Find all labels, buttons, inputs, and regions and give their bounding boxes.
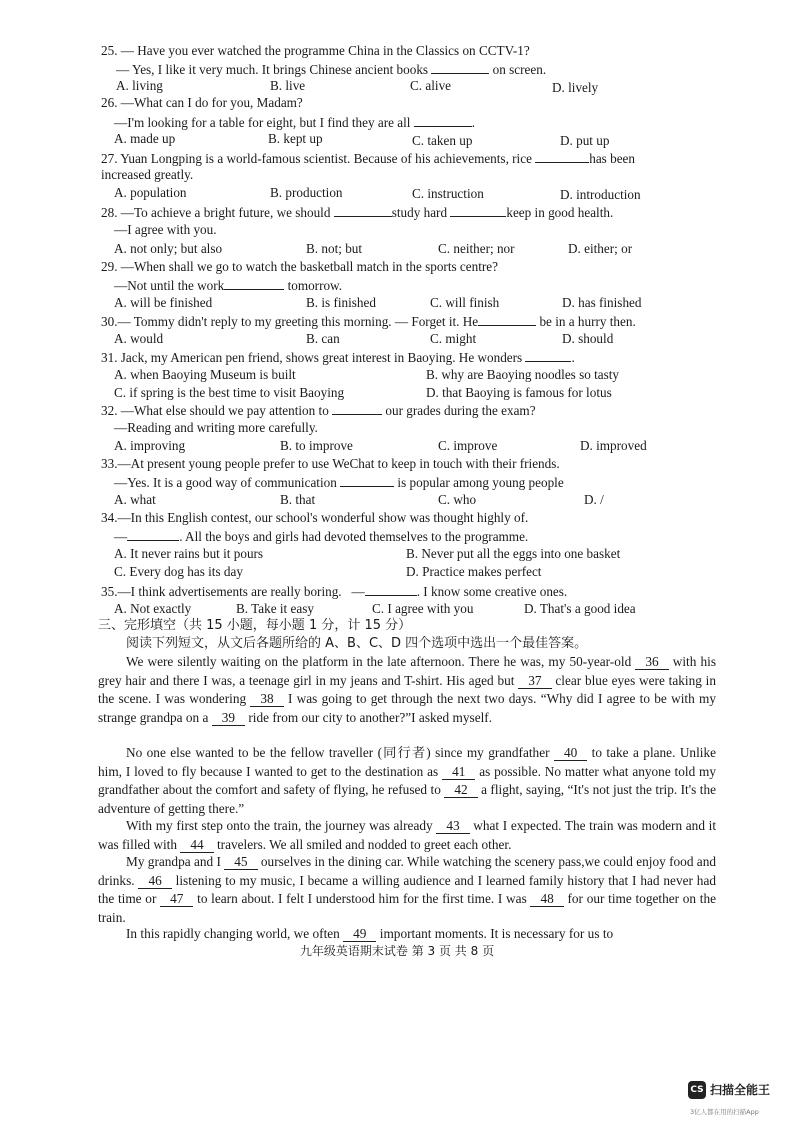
section-title: 三、完形填空（共 15 小题，每小题 1 分，计 15 分）: [98, 618, 412, 633]
q26-option-b: B. kept up: [268, 131, 323, 146]
q32-stem: 32. —What else should we pay attention to our grades during the exam?: [101, 403, 536, 418]
q27-option-d: D. introduction: [560, 187, 641, 202]
q28-reply: —I agree with you.: [114, 222, 217, 237]
passage-paragraph-4: My grandpa and I 45 ourselves in the dining car. While watching the scenery pass,we could enjoy food and drinks. 46 listening to my music, I became a willing audience and I learned family history that I had never had the time or 47 to learn about. I felt I understood him for the first time. I was 48 for our time together on the train.: [98, 854, 717, 925]
q32-option-b: B. to improve: [280, 438, 353, 453]
camscanner-logo-icon: CS: [688, 1081, 706, 1099]
q29-option-c: C. will finish: [430, 295, 500, 310]
q33-option-b: B. that: [280, 492, 316, 507]
q30-option-c: C. might: [430, 331, 477, 346]
passage-paragraph-1: We were silently waiting on the platform in the late afternoon. There he was, my 50-year-old 36 with his grey hair and there I was, a teenage girl in my jeans and T-shirt. His aged but 37 clear blue eyes were taking in the scene. I was wondering 38 I was going to get through the next two days. “Why did I agree to be with my strange grandpa on a 39 ride from our city to another?”I asked myself.: [98, 654, 717, 725]
q33-stem: 33.—At present young people prefer to use WeChat to keep in touch with their friends.: [101, 456, 560, 471]
q33-reply: —Yes. It is a good way of communication is popular among young people: [114, 475, 564, 490]
section-instruction: 阅读下列短文，从文后各题所给的 A、B、C、D 四个选项中选出一个最佳答案。: [126, 636, 588, 651]
page-footer: 九年级英语期末试卷 第 3 页 共 8 页: [299, 944, 495, 958]
answer-blank[interactable]: [450, 203, 506, 217]
q29-option-d: D. has finished: [562, 295, 642, 310]
q31-stem: 31. Jack, my American pen friend, shows great interest in Baoying. He wonders .: [101, 350, 575, 365]
blank-42[interactable]: 42: [444, 782, 477, 798]
q32-option-c: C. improve: [438, 438, 498, 453]
blank-44[interactable]: 44: [180, 837, 213, 853]
answer-blank[interactable]: [525, 348, 571, 362]
q29-reply: —Not until the work tomorrow.: [114, 278, 343, 293]
q27-option-b: B. production: [270, 185, 343, 200]
q31-option-c: C. if spring is the best time to visit Baoying: [114, 385, 345, 400]
answer-blank[interactable]: [431, 60, 489, 74]
answer-blank[interactable]: [478, 312, 536, 326]
blank-43[interactable]: 43: [436, 818, 469, 834]
q32-reply: —Reading and writing more carefully.: [114, 420, 318, 435]
blank-40[interactable]: 40: [554, 745, 587, 761]
q34-option-a: A. It never rains but it pours: [114, 546, 264, 561]
passage-paragraph-2: No one else wanted to be the fellow traveller (同行者) since my grandfather 40 to take a plane. Unlike him, I loved to fly because I wanted to get to the destination as 41 as possible. No matter what anyone told my grandfather about the comfort and safety of flying, he refused to 42 a flight, saying, “It's not just the trip. It's the adventure of getting there.”: [98, 745, 717, 816]
answer-blank[interactable]: [340, 473, 394, 487]
q28-option-c: C. neither; nor: [438, 241, 515, 256]
q28-option-a: A. not only; but also: [114, 241, 223, 256]
q29-option-b: B. is finished: [306, 295, 376, 310]
answer-blank[interactable]: [535, 149, 589, 163]
q32-option-d: D. improved: [580, 438, 647, 453]
q34-option-d: D. Practice makes perfect: [406, 564, 542, 579]
q35-option-b: B. Take it easy: [236, 601, 314, 616]
q26-option-d: D. put up: [560, 133, 610, 148]
blank-37[interactable]: 37: [518, 673, 551, 689]
q25-option-d: D. lively: [552, 80, 599, 95]
q32-option-a: A. improving: [114, 438, 186, 453]
answer-blank[interactable]: [334, 203, 392, 217]
q30-stem: 30.— Tommy didn't reply to my greeting this morning. — Forget it. He be in a hurry then.: [101, 314, 636, 329]
blank-48[interactable]: 48: [530, 891, 563, 907]
blank-41[interactable]: 41: [442, 764, 475, 780]
blank-46[interactable]: 46: [138, 873, 171, 889]
q27-stem-cont: increased greatly.: [101, 167, 194, 182]
answer-blank[interactable]: [224, 276, 284, 290]
passage-paragraph-3: With my first step onto the train, the journey was already 43 what I expected. The train was modern and it was filled with 44 travelers. We all smiled and nodded to greet each other.: [98, 818, 717, 852]
q25-reply: — Yes, I like it very much. It brings Chinese ancient books on screen.: [116, 62, 547, 77]
q31-option-d: D. that Baoying is famous for lotus: [426, 385, 612, 400]
q27-option-c: C. instruction: [412, 186, 484, 201]
q35-stem: 35.—I think advertisements are really boring. — . I know some creative ones.: [101, 584, 568, 599]
q26-reply: —I'm looking for a table for eight, but I find they are all .: [114, 115, 476, 130]
q30-option-d: D. should: [562, 331, 614, 346]
q27-option-a: A. population: [114, 185, 187, 200]
blank-49[interactable]: 49: [343, 926, 376, 942]
q34-stem: 34.—In this English contest, our school's wonderful show was thought highly of.: [101, 510, 529, 525]
answer-blank[interactable]: [332, 401, 382, 415]
q28-option-b: B. not; but: [306, 241, 363, 256]
answer-blank[interactable]: [365, 582, 417, 596]
passage-paragraph-5: In this rapidly changing world, we often 49 important moments. It is necessary for us to: [126, 926, 614, 941]
q25-stem: 25. — Have you ever watched the programme China in the Classics on CCTV-1?: [101, 43, 530, 58]
q25-option-c: C. alive: [410, 78, 452, 93]
q26-option-c: C. taken up: [412, 133, 473, 148]
q26-option-a: A. made up: [114, 131, 176, 146]
brand-tagline: 3亿人都在用的扫描App: [690, 1108, 759, 1116]
q34-reply: — . All the boys and girls had devoted themselves to the programme.: [114, 529, 529, 544]
blank-45[interactable]: 45: [224, 854, 257, 870]
q30-option-a: A. would: [114, 331, 164, 346]
q34-option-c: C. Every dog has its day: [114, 564, 243, 579]
brand-name: 扫描全能王: [710, 1083, 771, 1097]
blank-38[interactable]: 38: [250, 691, 283, 707]
q35-option-a: A. Not exactly: [114, 601, 192, 616]
q35-option-d: D. That's a good idea: [524, 601, 636, 616]
q28-stem: 28. —To achieve a bright future, we should study hard keep in good health.: [101, 205, 614, 220]
q27-stem: 27. Yuan Longping is a world-famous scientist. Because of his achievements, rice has been: [101, 151, 636, 166]
answer-blank[interactable]: [127, 527, 179, 541]
q31-option-a: A. when Baoying Museum is built: [114, 367, 296, 382]
q33-option-a: A. what: [114, 492, 156, 507]
q34-option-b: B. Never put all the eggs into one basket: [406, 546, 621, 561]
q25-option-a: A. living: [116, 78, 163, 93]
q29-stem: 29. —When shall we go to watch the basketball match in the sports centre?: [101, 259, 498, 274]
q33-option-d: D. /: [584, 492, 604, 507]
q29-option-a: A. will be finished: [114, 295, 213, 310]
q25-option-b: B. live: [270, 78, 306, 93]
blank-47[interactable]: 47: [160, 891, 193, 907]
q33-option-c: C. who: [438, 492, 477, 507]
q30-option-b: B. can: [306, 331, 340, 346]
answer-blank[interactable]: [414, 113, 472, 127]
blank-36[interactable]: 36: [635, 654, 668, 670]
q31-option-b: B. why are Baoying noodles so tasty: [426, 367, 620, 382]
q35-option-c: C. I agree with you: [372, 601, 474, 616]
q26-stem: 26. —What can I do for you, Madam?: [101, 95, 303, 110]
scanner-brand: [688, 1081, 770, 1099]
q28-option-d: D. either; or: [568, 241, 633, 256]
blank-39[interactable]: 39: [212, 710, 245, 726]
